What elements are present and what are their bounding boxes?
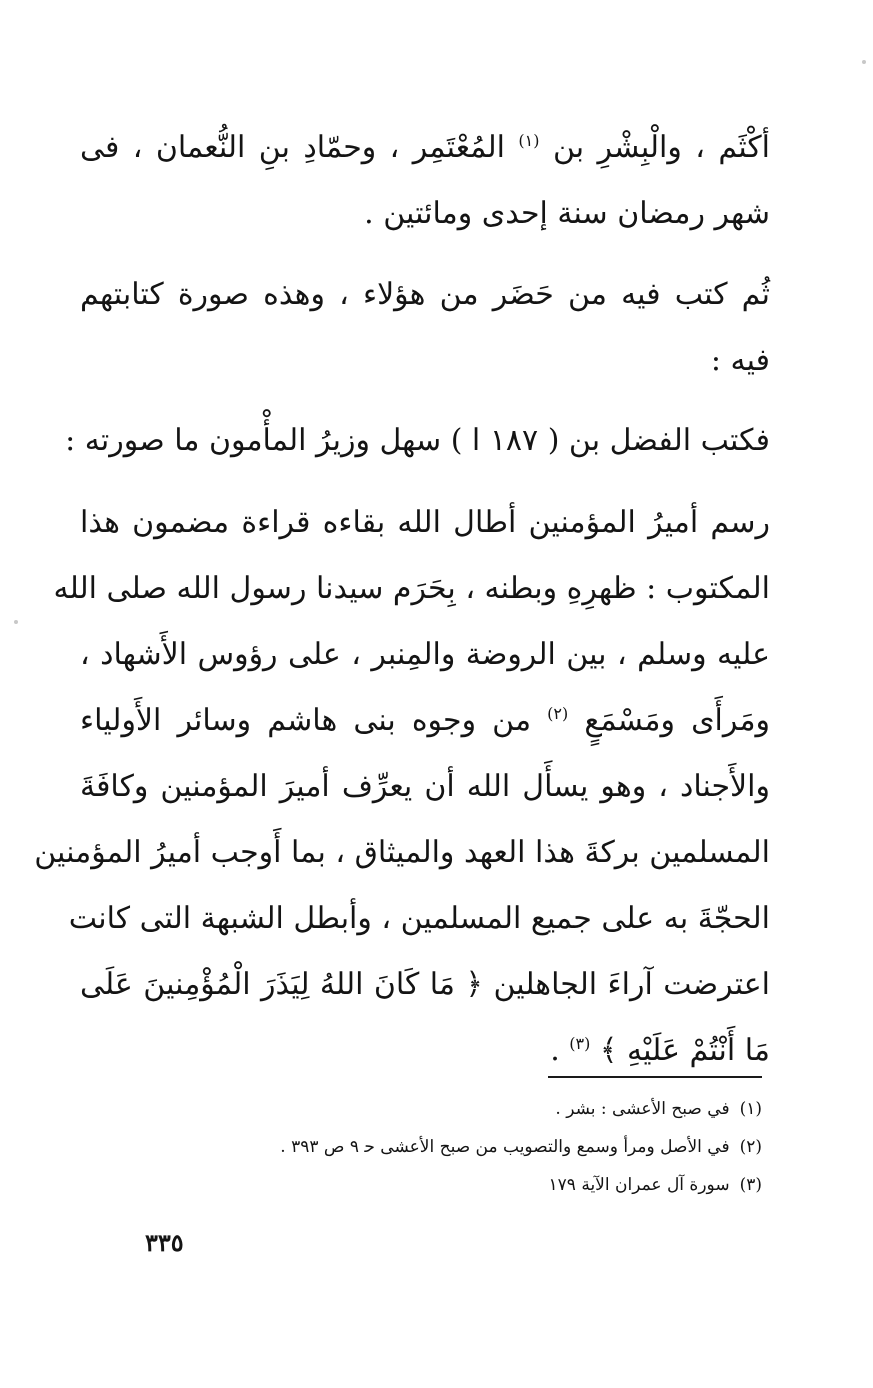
- text-line: فكتب الفضل بن ( ١٨٧ ا ) سهل وزيرُ المأْمون ما صورته :: [65, 423, 770, 458]
- footnote-text: سورة آل عمران الآية ١٧٩: [548, 1175, 730, 1195]
- text-line: مَا أَنْتُمْ عَلَيْهِ ﴾ $^{(٣)}$ .: [550, 1033, 770, 1068]
- page-number: ٣٣٥: [145, 1228, 184, 1257]
- text-line: والأَجناد ، وهو يسأَل الله أن يعرِّف أميرَ المؤمنين وكافَةَ: [80, 769, 770, 804]
- text-line: اعترضت آراءَ الجاهلين ﴿ مَا كَانَ اللهُ لِيَذَرَ الْمُؤْمِنينَ عَلَى: [80, 967, 770, 1002]
- text-line: المسلمين بركةَ هذا العهد والميثاق ، بما أَوجب أميرُ المؤمنين: [34, 835, 770, 870]
- text-line: الحجّةَ به على جميع المسلمين ، وأبطل الشبهة التى كانت: [68, 901, 770, 936]
- text-line: ثُم كتب فيه من حَضَر من هؤلاء ، وهذه صورة كتابتهم: [80, 277, 770, 312]
- footnote-ref-2: (٢): [547, 704, 569, 723]
- footnote-ref-3: (٣): [569, 1034, 591, 1053]
- text-line: أكْثَم ، والْبِشْرِ بن $^{(١)}$ المُعْتَمِر ، وحمّادِ بنِ النُّعمان ، فى: [80, 130, 771, 165]
- footnote-number: (١): [739, 1099, 762, 1119]
- footnote-ref-1: (١): [518, 131, 540, 150]
- footnote-1: [180, 1090, 762, 1128]
- scan-speck: [14, 620, 18, 624]
- footnotes: [180, 1090, 762, 1204]
- text-line: رسم أميرُ المؤمنين أطال الله بقاءه قراءة مضمون هذا: [80, 505, 770, 540]
- text-line: شهر رمضان سنة إحدى ومائتين .: [364, 196, 770, 231]
- paragraph-3: [65, 408, 770, 474]
- footnote-number: (٣): [739, 1175, 762, 1195]
- footnote-text: في صبح الأعشى : بشر .: [555, 1099, 730, 1119]
- paragraph-4: [34, 490, 770, 1084]
- text-line: فيه :: [710, 343, 770, 378]
- footnote-text: في الأصل ومرأ وسمع والتصويب من صبح الأعشى ﺣ ٩ ص ٣٩٣ .: [280, 1137, 730, 1157]
- scan-speck: [862, 60, 866, 64]
- paragraph-2: [80, 262, 770, 394]
- text-line: المكتوب : ظهرِهِ وبطنه ، بِحَرَم سيدنا رسول الله صلى الله: [53, 571, 770, 606]
- paragraph-1: [80, 115, 770, 247]
- footnote-2: [180, 1128, 762, 1166]
- footnote-number: (٢): [739, 1137, 762, 1157]
- text-line: ومَرأَى ومَسْمَعٍ $^{(٢)}$ من وجوه بنى هاشم وسائر الأَولياء: [80, 703, 770, 738]
- text-line: عليه وسلم ، بين الروضة والمِنبر ، على رؤوس الأَشهاد ،: [80, 637, 770, 672]
- footnote-3: [180, 1166, 762, 1204]
- footnote-divider: [548, 1076, 762, 1078]
